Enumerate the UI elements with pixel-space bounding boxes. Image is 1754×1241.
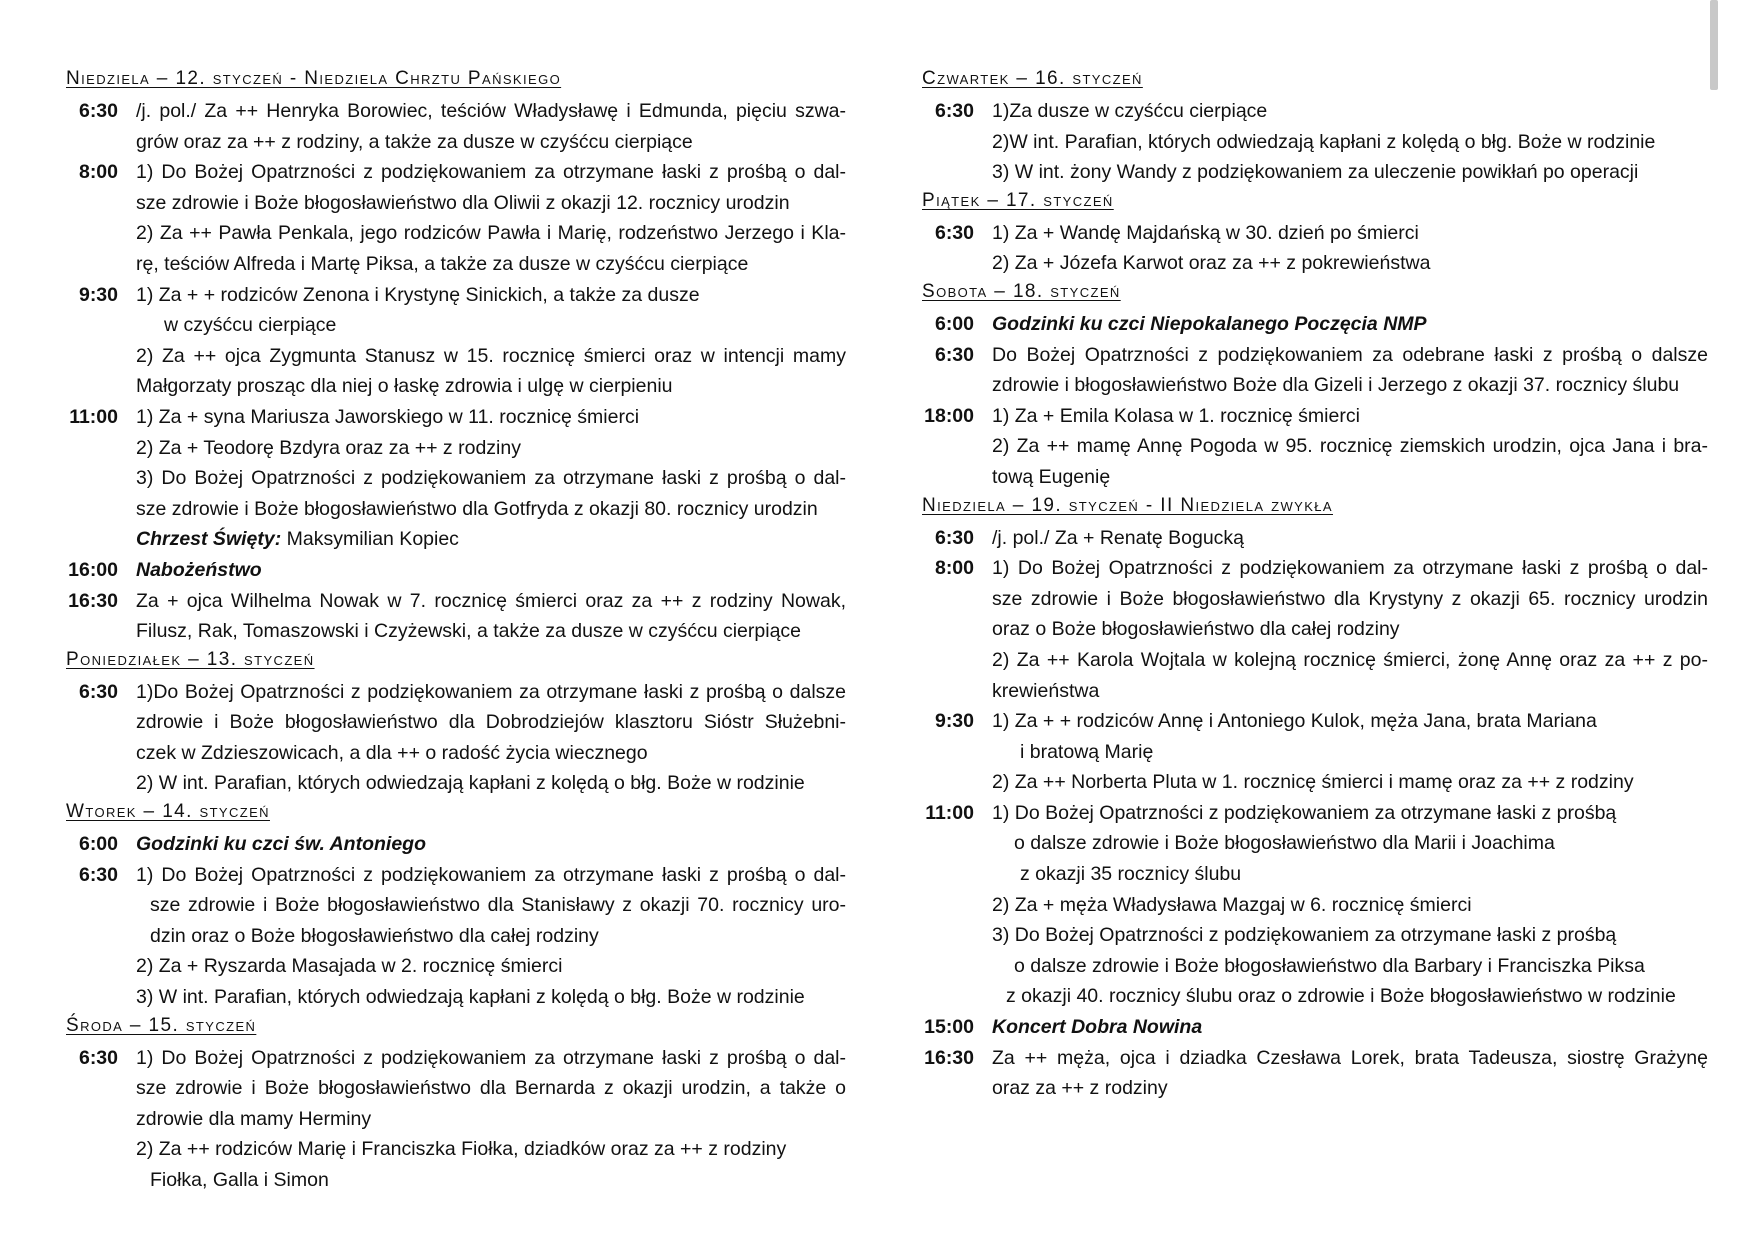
event-title: Godzinki ku czci Niepokalanego Poczęcia NMP (992, 312, 1427, 335)
intention-text: krewieństwa (992, 679, 1100, 702)
intention-text: z okazji 35 rocznicy ślubu (1020, 863, 1242, 886)
mass-entry (922, 218, 1708, 279)
intention-line (136, 1165, 846, 1196)
right-column (922, 66, 1708, 1104)
intention-line (992, 1073, 1708, 1104)
mass-entry (922, 798, 1708, 1012)
intention-text: grów oraz za ++ z rodziny, a także za dusze w czyśćcu cierpiące (136, 130, 693, 153)
intention-line (992, 584, 1708, 615)
intention-line (136, 218, 846, 249)
intention-line (136, 524, 846, 555)
mass-entry (922, 340, 1708, 401)
intention-text: /j. pol./ Za ++ Henryka Borowiec, teściów Władysławę i Edmunda, pięciu szwa- (136, 100, 846, 122)
mass-time: 9:30 (934, 710, 974, 733)
mass-intentions (992, 706, 1708, 798)
intention-text: 2) Za ++ Karola Wojtala w kolejną rocznicę śmierci, żonę Annę oraz za ++ z po- (992, 648, 1708, 671)
mass-intentions (136, 829, 846, 860)
day-header: Niedziela – 12. styczeń - Niedziela Chrztu Pańskiego (66, 68, 562, 89)
intention-text: 1) Do Bożej Opatrzności z podziękowaniem za otrzymane łaski z prośbą o dal- (136, 161, 846, 184)
mass-time: 6:30 (78, 1046, 118, 1069)
mass-entry (66, 829, 846, 860)
intention-text: 3) W int. Parafian, których odwiedzają kapłani z kolędą o błg. Boże w rodzinie (136, 986, 805, 1009)
intention-text: sze zdrowie i Boże błogosławieństwo dla Bernarda z okazji urodzin, a także o (136, 1077, 846, 1100)
intention-text: 3) W int. żony Wandy z podziękowaniem za uleczenie powikłań po operacji (992, 161, 1639, 184)
mass-time: 6:30 (78, 863, 118, 886)
intention-line (136, 921, 846, 952)
day-header: Niedziela – 19. styczeń - II Niedziela zwykła (922, 494, 1333, 516)
intention-line (136, 280, 846, 311)
intention-line (136, 860, 846, 891)
intention-text: 1) Za + Wandę Majdańską w 30. dzień po śmierci (992, 221, 1419, 244)
mass-time: 8:00 (934, 557, 974, 580)
intention-text: 1)Do Bożej Opatrzności z podziękowaniem za otrzymane łaski z prośbą o dalsze (136, 680, 846, 703)
intention-line (992, 401, 1708, 432)
mass-time: 6:30 (934, 343, 974, 366)
intention-text: 2) Za ++ Pawła Penkala, jego rodziców Pawła i Marię, rodzeństwo Jerzego i Kla- (136, 222, 846, 245)
intention-line (136, 738, 846, 769)
mass-intentions (136, 280, 846, 402)
mass-time: 6:00 (934, 312, 974, 335)
intention-line (992, 645, 1708, 676)
intention-line (136, 96, 846, 127)
intention-text: o dalsze zdrowie i Boże błogosławieństwo dla Marii i Joachima (1014, 832, 1555, 855)
mass-entry (66, 860, 846, 1013)
day-section (922, 493, 1708, 1104)
intention-text: o dalsze zdrowie i Boże błogosławieństwo dla Barbary i Franciszka Piksa (1014, 954, 1645, 977)
intention-text: 1)Za dusze w czyśćcu cierpiące (992, 100, 1268, 122)
mass-intentions (136, 677, 846, 799)
intention-line (992, 920, 1708, 951)
mass-time: 6:30 (934, 526, 974, 549)
intention-line (992, 859, 1708, 890)
mass-entry (66, 555, 846, 586)
intention-text: z okazji 40. rocznicy ślubu oraz o zdrowie i Boże błogosławieństwo w rodzinie (1006, 985, 1676, 1008)
intention-line (136, 494, 846, 525)
mass-intentions (136, 1043, 846, 1196)
mass-intentions (992, 340, 1708, 401)
day-section (66, 66, 846, 647)
intention-text: 2) Za ++ rodziców Marię i Franciszka Fiołka, dziadków oraz za ++ z rodziny (136, 1138, 787, 1161)
mass-intentions (992, 1043, 1708, 1104)
mass-time: 6:30 (934, 221, 974, 244)
mass-entry (66, 402, 846, 555)
intention-text: sze zdrowie i Boże błogosławieństwo dla Oliwii z okazji 12. rocznicy urodzin (136, 191, 790, 214)
day-header: Wtorek – 14. styczeń (66, 801, 270, 823)
intention-line (136, 586, 846, 617)
intention-line (136, 890, 846, 921)
intention-text: 3) Do Bożej Opatrzności z podziękowaniem za otrzymane łaski z prośbą (992, 924, 1617, 947)
mass-time: 11:00 (69, 405, 118, 428)
intention-line (136, 1104, 846, 1135)
intention-line (992, 431, 1708, 462)
intention-line (992, 1043, 1708, 1074)
intention-line (992, 981, 1708, 1012)
day-section (66, 647, 846, 799)
intention-line (992, 370, 1708, 401)
mass-time: 6:30 (78, 680, 118, 703)
event-title: Koncert Dobra Nowina (992, 1016, 1203, 1039)
mass-time: 9:30 (78, 283, 118, 306)
mass-time: 6:30 (934, 100, 974, 122)
intention-line (992, 676, 1708, 707)
intention-line (136, 677, 846, 708)
day-header: Czwartek – 16. styczeń (922, 68, 1143, 89)
intention-line (992, 462, 1708, 493)
mass-intentions (992, 798, 1708, 1012)
day-header: Piątek – 17. styczeń (922, 189, 1114, 211)
left-column (66, 66, 846, 1196)
intention-line (992, 218, 1708, 249)
intention-line (136, 157, 846, 188)
intention-line (992, 309, 1708, 340)
intention-text: zdrowie i błogosławieństwo Boże dla Gizeli i Jerzego z okazji 37. rocznicy ślubu (992, 374, 1680, 397)
intention-line (136, 829, 846, 860)
intention-text: czek w Zdzieszowicach, a dla ++ o radość życia wiecznego (136, 741, 648, 764)
intention-line (136, 433, 846, 464)
intention-text: 2) W int. Parafian, których odwiedzają kapłani z kolędą o błg. Boże w rodzinie (136, 772, 805, 795)
intention-text: 3) Do Bożej Opatrzności z podziękowaniem za otrzymane łaski z prośbą o dal- (136, 467, 846, 490)
intention-line (992, 523, 1708, 554)
mass-intentions (992, 553, 1708, 706)
intention-text: 1) Do Bożej Opatrzności z podziękowaniem za otrzymane łaski z prośbą o dal- (992, 557, 1708, 580)
mass-entry (922, 523, 1708, 554)
intention-text: 2) Za ++ Norberta Pluta w 1. rocznicę śmierci i mamę oraz za ++ z rodziny (992, 771, 1634, 794)
intention-line (136, 982, 846, 1013)
intention-line (136, 310, 846, 341)
intention-line (136, 341, 846, 372)
intention-text: oraz o Boże błogosławieństwo dla całej rodziny (992, 618, 1400, 641)
mass-time: 6:00 (78, 833, 118, 856)
event-title: Godzinki ku czci św. Antoniego (136, 833, 426, 856)
intention-text: 1) Za + syna Mariusza Jaworskiego w 11. rocznicę śmierci (136, 405, 640, 428)
mass-entry (66, 280, 846, 402)
intention-line (992, 951, 1708, 982)
intention-line (136, 188, 846, 219)
intention-line (992, 890, 1708, 921)
day-section (922, 188, 1708, 279)
day-header: Sobota – 18. styczeń (922, 280, 1121, 302)
event-title: Nabożeństwo (136, 558, 262, 581)
intention-line (136, 402, 846, 433)
mass-time: 6:30 (78, 100, 118, 122)
intention-line (992, 248, 1708, 279)
intention-line (992, 737, 1708, 768)
mass-intentions (136, 586, 846, 647)
day-header: Poniedziałek – 13. styczeń (66, 648, 315, 670)
intention-line (136, 1073, 846, 1104)
intention-line (136, 371, 846, 402)
mass-time: 16:00 (68, 558, 118, 581)
intention-text: zdrowie dla mamy Herminy (136, 1107, 372, 1130)
intention-line (992, 96, 1708, 127)
mass-intentions (992, 309, 1708, 340)
intention-text: Filusz, Rak, Tomaszowski i Czyżewski, a także za dusze w czyśćcu cierpiące (136, 620, 802, 643)
intention-line (992, 798, 1708, 829)
intention-text: 2) Za ++ mamę Annę Pogoda w 95. rocznicę ziemskich urodzin, ojca Jana i bra- (992, 435, 1708, 458)
mass-intentions (136, 157, 846, 279)
intention-text: tową Eugenię (992, 465, 1111, 488)
intention-text: 1) Do Bożej Opatrzności z podziękowaniem za otrzymane łaski z prośbą o dal- (136, 863, 846, 886)
scrollbar[interactable] (1710, 0, 1718, 90)
intention-line (136, 463, 846, 494)
intention-text: 1) Za + + rodziców Zenona i Krystynę Sinickich, a także za dusze (136, 283, 700, 306)
intention-line (992, 828, 1708, 859)
intention-text: oraz za ++ z rodziny (992, 1077, 1168, 1100)
intention-line (136, 555, 846, 586)
mass-intentions (136, 860, 846, 1013)
intention-text: rę, teściów Alfreda i Martę Piksa, a także za dusze w czyśćcu cierpiące (136, 252, 749, 275)
mass-intentions (992, 1012, 1708, 1043)
mass-intentions (992, 523, 1708, 554)
intention-text: 1) Do Bożej Opatrzności z podziękowaniem za otrzymane łaski z prośbą o dal- (136, 1046, 846, 1069)
day-section (922, 66, 1708, 188)
intention-text: i bratową Marię (1020, 740, 1154, 763)
mass-time: 16:30 (924, 1046, 974, 1069)
intention-text: 2) Za + Teodorę Bzdyra oraz za ++ z rodziny (136, 436, 521, 459)
mass-entry (66, 157, 846, 279)
intention-line (136, 249, 846, 280)
intention-text: /j. pol./ Za + Renatę Bogucką (992, 526, 1245, 549)
mass-entry (66, 1043, 846, 1196)
mass-time: 16:30 (68, 589, 118, 612)
mass-intentions (992, 96, 1708, 188)
intention-line (136, 1134, 846, 1165)
mass-entry (66, 96, 846, 157)
intention-line (992, 127, 1708, 158)
intention-text: Za + ojca Wilhelma Nowak w 7. rocznicę śmierci oraz za ++ z rodziny Nowak, (136, 589, 846, 612)
day-section (66, 1013, 846, 1196)
intention-text: 2) Za + męża Władysława Mazgaj w 6. rocznicę śmierci (992, 893, 1472, 916)
mass-intentions (136, 96, 846, 157)
intention-line (136, 707, 846, 738)
intention-text: 1) Za + + rodziców Annę i Antoniego Kulok, męża Jana, brata Mariana (992, 710, 1597, 733)
mass-intentions (992, 401, 1708, 493)
intention-line (136, 951, 846, 982)
mass-entry (922, 1043, 1708, 1104)
mass-time: 8:00 (78, 161, 118, 184)
intention-text: 2)W int. Parafian, których odwiedzają kapłani z kolędą o błg. Boże w rodzinie (992, 130, 1656, 153)
intention-text: w czyśćcu cierpiące (164, 314, 337, 337)
intention-text: dzin oraz o Boże błogosławieństwo dla całej rodziny (150, 924, 599, 947)
intention-text: 1) Za + Emila Kolasa w 1. rocznicę śmierci (992, 404, 1360, 427)
intention-text: Fiołka, Galla i Simon (150, 1169, 329, 1191)
intention-line (136, 1043, 846, 1074)
day-section (922, 279, 1708, 493)
mass-time: 15:00 (924, 1016, 974, 1039)
mass-intentions (992, 218, 1708, 279)
mass-time: 18:00 (924, 404, 974, 427)
intention-line (992, 1012, 1708, 1043)
mass-entry (922, 553, 1708, 706)
mass-entry (922, 1012, 1708, 1043)
mass-intentions (136, 555, 846, 586)
intention-text: sze zdrowie i Boże błogosławieństwo dla Krystyny z okazji 65. rocznicy urodzin (992, 587, 1708, 610)
intention-text: Małgorzaty prosząc dla niej o łaskę zdrowia i ulgę w cierpieniu (136, 375, 673, 398)
mass-entry (922, 401, 1708, 493)
intention-line (992, 767, 1708, 798)
day-section (66, 799, 846, 1013)
intention-text: Do Bożej Opatrzności z podziękowaniem za odebrane łaski z prośbą o dalsze (992, 343, 1708, 366)
intention-text: 2) Za ++ ojca Zygmunta Stanusz w 15. rocznicę śmierci oraz w intencji mamy (136, 344, 846, 367)
intention-line (136, 127, 846, 158)
intention-text: Maksymilian Kopiec (286, 528, 459, 551)
intention-text: sze zdrowie i Boże błogosławieństwo dla Stanisławy z okazji 70. rocznicy uro- (150, 894, 846, 917)
mass-entry (66, 677, 846, 799)
intention-text: Za ++ męża, ojca i dziadka Czesława Lorek, brata Tadeusza, siostrę Grażynę (992, 1046, 1708, 1069)
intention-text: zdrowie i Boże błogosławieństwo dla Dobrodziejów klasztoru Sióstr Służebni- (136, 711, 846, 734)
intention-text: 1) Do Bożej Opatrzności z podziękowaniem za otrzymane łaski z prośbą (992, 801, 1617, 824)
mass-entry (922, 706, 1708, 798)
intention-line (136, 768, 846, 799)
mass-entry (922, 309, 1708, 340)
intention-line (992, 553, 1708, 584)
mass-entry (922, 96, 1708, 188)
mass-entry (66, 586, 846, 647)
intention-line (992, 614, 1708, 645)
intention-label: Chrzest Święty: (136, 528, 282, 551)
mass-intentions (136, 402, 846, 555)
intention-text: 2) Za + Ryszarda Masajada w 2. rocznicę śmierci (136, 955, 563, 978)
day-header: Środa – 15. styczeń (66, 1014, 257, 1036)
intention-line (136, 616, 846, 647)
intention-line (992, 706, 1708, 737)
intention-text: sze zdrowie i Boże błogosławieństwo dla Gotfryda z okazji 80. rocznicy urodzin (136, 497, 818, 520)
intention-line (992, 340, 1708, 371)
mass-time: 11:00 (925, 801, 974, 824)
intention-line (992, 157, 1708, 188)
intention-text: 2) Za + Józefa Karwot oraz za ++ z pokrewieństwa (992, 252, 1431, 275)
